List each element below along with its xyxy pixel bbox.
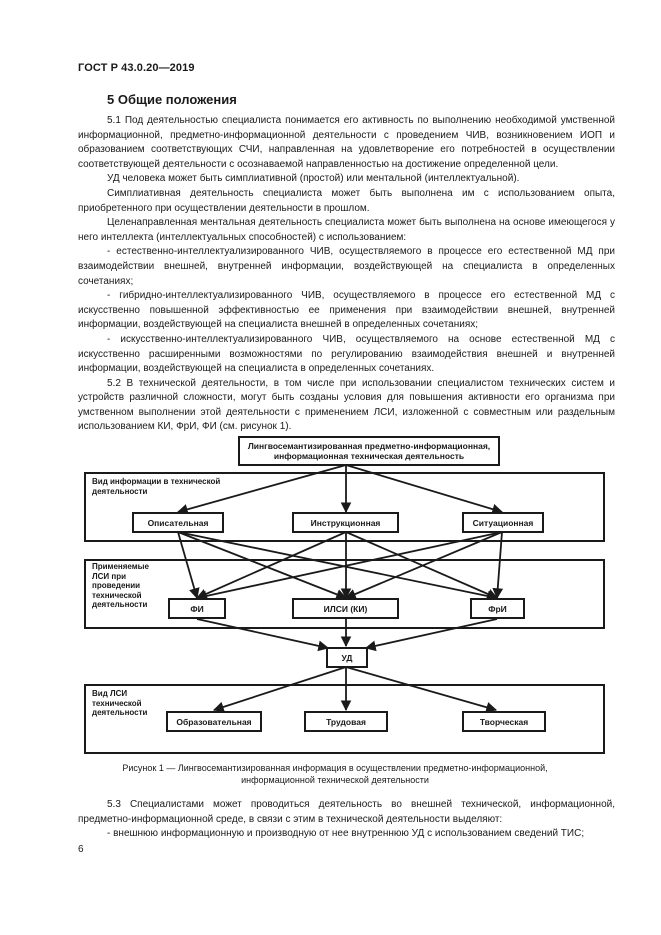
- paragraph-5-3: 5.3 Специалистами может проводиться деятельность во внешней технической, информационной, предметно-информационной среде, в связи с этим в технической деятельности выделяют:: [78, 799, 615, 825]
- body-text-continued: [78, 798, 615, 842]
- group-lsi-type-label: Вид ЛСИ технической деятельности: [92, 689, 148, 717]
- paragraph-5-2: 5.2 В технической деятельности, в том числе при использовании специалистом технических систем и устройств различной сложности, могут быть созданы условия для повышения активности его организма при умственном выполнении этой деятельности с применением ЛСИ, изложенной с совместным или раздельным использованием КИ, ФрИ, ФИ (см. рисунок 1).: [78, 377, 615, 433]
- list-item: - гибридно-интеллектуализированного ЧИВ, осуществляемого в процессе его естественной МД с искусственно повышенной эффективностью ее применения при взаимодействии внешней, внутренней информации, воздействующей на специалиста внешней в определенных сочетаниях;: [78, 290, 615, 331]
- figure-caption: Рисунок 1 — Лингвосемантизированная информация в осуществлении предметно-информационной, информационной технической деятельности: [122, 763, 548, 785]
- top-box: Лингвосемантизированная предметно-информационная, информационная техническая деятельность: [238, 436, 500, 466]
- node-fi: ФИ: [168, 598, 226, 619]
- group-info-type-label: Вид информации в технической деятельности: [92, 477, 221, 496]
- paragraph: Симплиативная деятельность специалиста может быть выполнена им с использованием опыта, приобретенного при осуществлении деятельности в прошлом.: [78, 187, 615, 214]
- paragraph: УД человека может быть симплиативной (простой) или ментальной (интеллектуальной).: [107, 173, 520, 185]
- node-ilsi: ИЛСИ (КИ): [292, 598, 399, 619]
- body-text: [78, 114, 615, 435]
- group-lsi-applied-label: Применяемые ЛСИ при проведении технической деятельности: [92, 562, 149, 609]
- list-item: - искусственно-интеллектуализированного ЧИВ, осуществляемого на основе естественной МД с искусственно расширенными возможностями по регулированию взаимодействия внешней и внутренней информации, воздействующей на специалиста в определенных сочетаниях.: [78, 333, 615, 375]
- page-number: 6: [78, 844, 84, 855]
- document-header: ГОСТ Р 43.0.20—2019: [78, 62, 195, 74]
- node-descriptive: Описательная: [132, 512, 224, 533]
- node-ud: УД: [326, 647, 368, 668]
- paragraph: Целенаправленная ментальная деятельность специалиста может быть выполнена на основе имеющегося у него интеллекта (интеллектуальных способностей) с использованием:: [78, 217, 615, 243]
- list-item: - естественно-интеллектуализированного ЧИВ, осуществляемого в процессе его естественной МД при взаимодействии внешней, внутренней информации, воздействующей на специалиста в определенных сочетаниях;: [78, 246, 615, 287]
- section-heading: 5 Общие положения: [107, 92, 237, 107]
- node-creative: Творческая: [462, 711, 546, 732]
- node-fri: ФрИ: [470, 598, 525, 619]
- node-labor: Трудовая: [304, 711, 388, 732]
- node-instructional: Инструкционная: [292, 512, 399, 533]
- node-situational: Ситуационная: [462, 512, 544, 533]
- paragraph-5-1: 5.1 Под деятельностью специалиста понимается его активность по выполнению необходимой умственной информационной, предметно-информационной деятельности с проведением ЧИВ, возникновением ИОП и образованием соответствующих СЧИ, направленная на удовлетворение его потребностей в осуществлении соответствующей деятельности с осознаваемой направленностью на достижение определенной цели.: [78, 115, 615, 170]
- list-item: - внешнюю информационную и производную от нее внутреннюю УД с использованием сведений ТИС;: [107, 828, 585, 840]
- node-educational: Образовательная: [166, 711, 262, 732]
